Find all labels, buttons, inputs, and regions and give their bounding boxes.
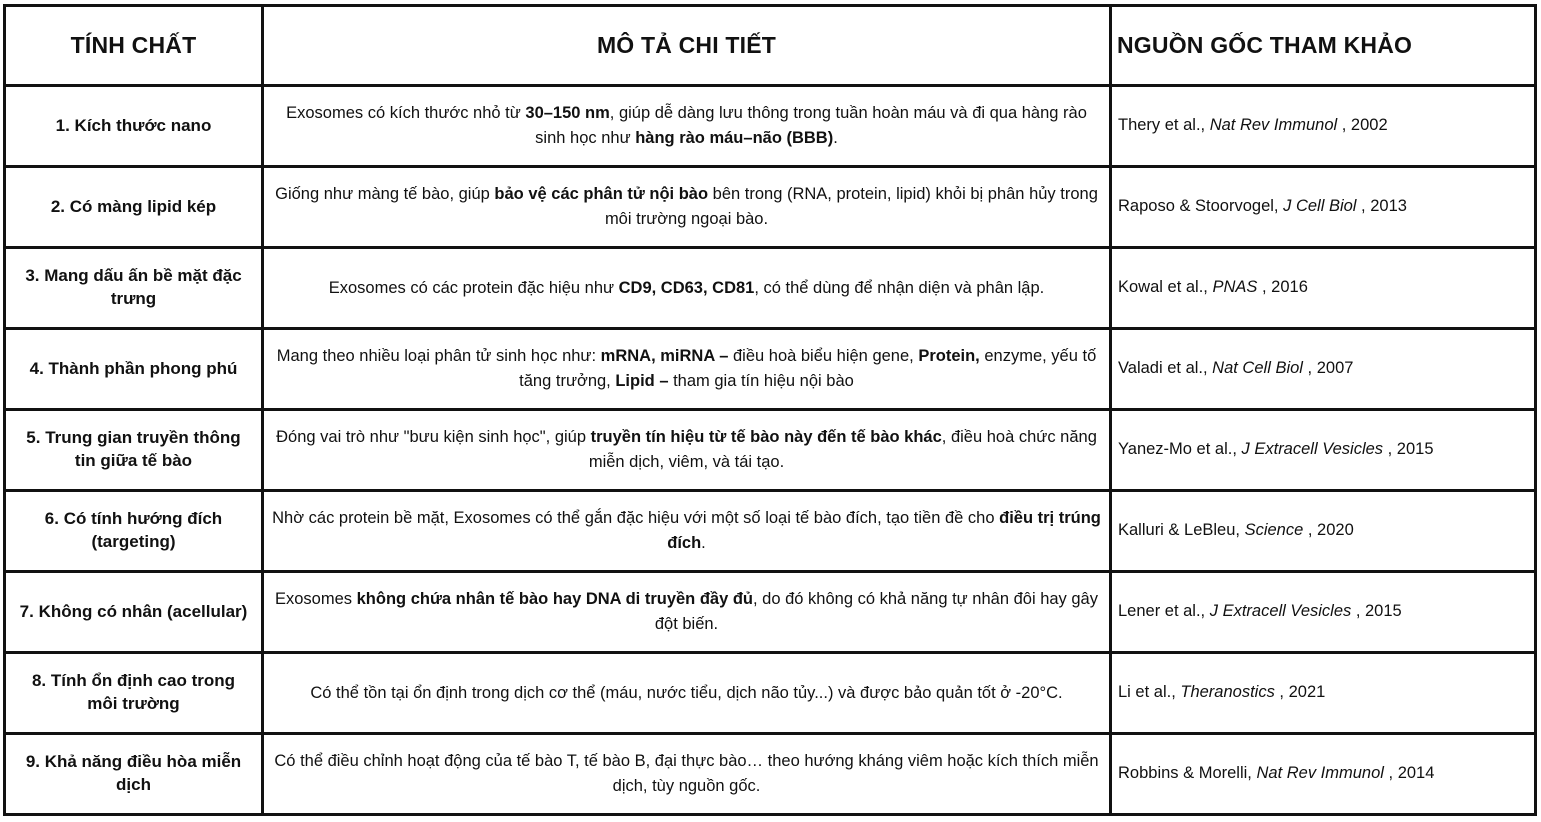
table-row [5, 734, 1536, 815]
table-row [5, 167, 1536, 248]
property-cell: 2. Có màng lipid kép [5, 167, 263, 248]
reference-cell: Raposo & Stoorvogel, J Cell Biol , 2013 [1111, 167, 1536, 248]
property-cell: 4. Thành phần phong phú [5, 329, 263, 410]
description-cell: Đóng vai trò như "bưu kiện sinh học", giúp truyền tín hiệu từ tế bào này đến tế bào khác, điều hoà chức năng miễn dịch, viêm, và tái tạo. [263, 410, 1111, 491]
description-cell: Có thể tồn tại ổn định trong dịch cơ thể (máu, nước tiểu, dịch não tủy...) và được bảo quản tốt ở -20°C. [263, 653, 1111, 734]
table-row [5, 329, 1536, 410]
description-cell: Exosomes không chứa nhân tế bào hay DNA di truyền đầy đủ, do đó không có khả năng tự nhân đôi hay gây đột biến. [263, 572, 1111, 653]
description-cell: Mang theo nhiều loại phân tử sinh học như: mRNA, miRNA – điều hoà biểu hiện gene, Protein, enzyme, yếu tố tăng trưởng, Lipid – tham gia tín hiệu nội bào [263, 329, 1111, 410]
reference-cell: Kowal et al., PNAS , 2016 [1111, 248, 1536, 329]
table-row [5, 491, 1536, 572]
description-cell: Có thể điều chỉnh hoạt động của tế bào T, tế bào B, đại thực bào… theo hướng kháng viêm hoặc kích thích miễn dịch, tùy nguồn gốc. [263, 734, 1111, 815]
reference-cell: Thery et al., Nat Rev Immunol , 2002 [1111, 86, 1536, 167]
reference-cell: Yanez-Mo et al., J Extracell Vesicles , 2015 [1111, 410, 1536, 491]
description-cell: Giống như màng tế bào, giúp bảo vệ các phân tử nội bào bên trong (RNA, protein, lipid) khỏi bị phân hủy trong môi trường ngoại bào. [263, 167, 1111, 248]
reference-cell: Valadi et al., Nat Cell Biol , 2007 [1111, 329, 1536, 410]
header-description: MÔ TẢ CHI TIẾT [263, 6, 1111, 86]
reference-cell: Kalluri & LeBleu, Science , 2020 [1111, 491, 1536, 572]
property-cell: 3. Mang dấu ấn bề mặt đặc trưng [5, 248, 263, 329]
description-cell: Exosomes có kích thước nhỏ từ 30–150 nm, giúp dễ dàng lưu thông trong tuần hoàn máu và đi qua hàng rào sinh học như hàng rào máu–não (BBB). [263, 86, 1111, 167]
reference-cell: Lener et al., J Extracell Vesicles , 2015 [1111, 572, 1536, 653]
reference-cell: Li et al., Theranostics , 2021 [1111, 653, 1536, 734]
description-cell: Nhờ các protein bề mặt, Exosomes có thể gắn đặc hiệu với một số loại tế bào đích, tạo tiền đề cho điều trị trúng đích. [263, 491, 1111, 572]
property-cell: 6. Có tính hướng đích (targeting) [5, 491, 263, 572]
table-row [5, 248, 1536, 329]
header-reference: NGUỒN GỐC THAM KHẢO [1111, 6, 1536, 86]
property-cell: 1. Kích thước nano [5, 86, 263, 167]
property-cell: 7. Không có nhân (acellular) [5, 572, 263, 653]
header-property: TÍNH CHẤT [5, 6, 263, 86]
property-cell: 8. Tính ổn định cao trong môi trường [5, 653, 263, 734]
property-cell: 9. Khả năng điều hòa miễn dịch [5, 734, 263, 815]
table-row [5, 572, 1536, 653]
table-row [5, 410, 1536, 491]
table-row [5, 653, 1536, 734]
exosome-properties-table [3, 4, 1537, 816]
table-header-row [5, 6, 1536, 86]
table-row [5, 86, 1536, 167]
reference-cell: Robbins & Morelli, Nat Rev Immunol , 2014 [1111, 734, 1536, 815]
description-cell: Exosomes có các protein đặc hiệu như CD9, CD63, CD81, có thể dùng để nhận diện và phân lập. [263, 248, 1111, 329]
property-cell: 5. Trung gian truyền thông tin giữa tế bào [5, 410, 263, 491]
